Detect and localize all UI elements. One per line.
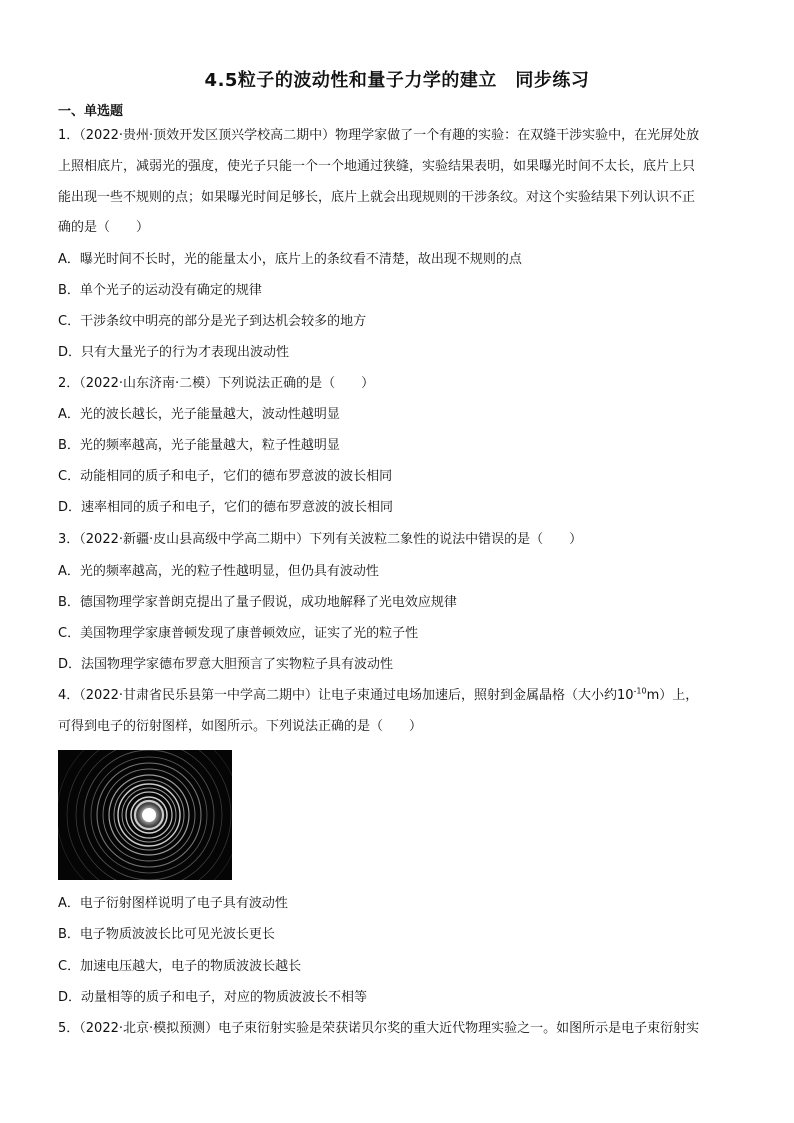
section-heading: 一、单选题 bbox=[58, 104, 124, 119]
q1-stem-line: 确的是（ ） bbox=[58, 220, 150, 235]
q1-option-d: D．只有大量光子的行为才表现出波动性 bbox=[58, 345, 290, 360]
q2-option-a: A．光的波长越长，光子能量越大，波动性越明显 bbox=[58, 407, 340, 422]
q3-option-c: C．美国物理学家康普顿发现了康普顿效应，证实了光的粒子性 bbox=[58, 626, 419, 641]
q3-option-b: B．德国物理学家普朗克提出了量子假说，成功地解释了光电效应规律 bbox=[58, 595, 457, 610]
q2-option-d: D．速率相同的质子和电子，它们的德布罗意波的波长相同 bbox=[58, 500, 394, 515]
diffraction-rings bbox=[58, 750, 232, 880]
q5-stem: 5．（2022·北京·模拟预测）电子束衍射实验是荣获诺贝尔奖的重大近代物理实验之一。如图所示是电子束衍射实 bbox=[58, 1021, 700, 1036]
q2-option-b: B．光的频率越高，光子能量越大，粒子性越明显 bbox=[58, 438, 340, 453]
q1-stem-line: 能出现一些不规则的点；如果曝光时间足够长，底片上就会出现规则的干涉条纹。对这个实验结果下列认识不正 bbox=[58, 190, 696, 205]
page-title: 4.5粒子的波动性和量子力学的建立 同步练习 bbox=[204, 70, 590, 91]
q4-option-b: B．电子物质波波长比可见光波长更长 bbox=[58, 927, 275, 942]
electron-diffraction-image bbox=[58, 750, 232, 880]
q4-stem-line bbox=[58, 686, 738, 706]
q1-option-b: B．单个光子的运动没有确定的规律 bbox=[58, 283, 262, 298]
q2-option-c: C．动能相同的质子和电子，它们的德布罗意波的波长相同 bbox=[58, 469, 393, 484]
q4-stem-line: 可得到电子的衍射图样，如图所示。下列说法正确的是（ ） bbox=[58, 719, 423, 734]
q1-stem-line: 上照相底片，减弱光的强度，使光子只能一个一个地通过狭缝，实验结果表明，如果曝光时间不太长，底片上只 bbox=[58, 159, 696, 174]
q1-option-a: A．曝光时间不长时，光的能量太小，底片上的条纹看不清楚，故出现不规则的点 bbox=[58, 252, 522, 267]
q2-stem: 2．（2022·山东济南·二模）下列说法正确的是（ ） bbox=[58, 376, 375, 391]
central-spot bbox=[142, 808, 156, 822]
q4-stem-text: 4．（2022·甘肃省民乐县第一中学高二期中）让电子束通过电场加速后，照射到金属晶格（大小约10 bbox=[58, 688, 634, 703]
q3-stem: 3．（2022·新疆·皮山县高级中学高二期中）下列有关波粒二象性的说法中错误的是（ ） bbox=[58, 532, 583, 547]
q4-stem-unit: m）上， bbox=[646, 688, 699, 703]
q4-option-a: A．电子衍射图样说明了电子具有波动性 bbox=[58, 896, 288, 911]
q1-stem-line: 1．（2022·贵州·顶效开发区顶兴学校高二期中）物理学家做了一个有趣的实验：在双缝干涉实验中，在光屏处放 bbox=[58, 128, 700, 143]
q3-option-a: A．光的频率越高，光的粒子性越明显，但仍具有波动性 bbox=[58, 564, 379, 579]
q4-option-d: D．动量相等的质子和电子，对应的物质波波长不相等 bbox=[58, 990, 368, 1005]
q4-exponent: -10 bbox=[633, 686, 647, 696]
q4-option-c: C．加速电压越大，电子的物质波波长越长 bbox=[58, 959, 302, 974]
q3-option-d: D．法国物理学家德布罗意大胆预言了实物粒子具有波动性 bbox=[58, 657, 394, 672]
q1-option-c: C．干涉条纹中明亮的部分是光子到达机会较多的地方 bbox=[58, 314, 367, 329]
